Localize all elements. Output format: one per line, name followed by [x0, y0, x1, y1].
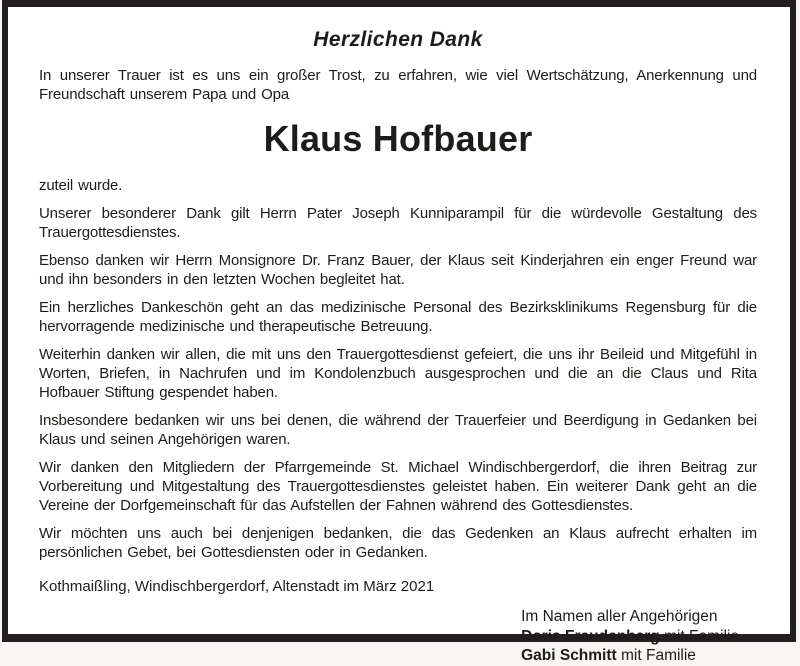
notice-heading: Herzlichen Dank	[313, 28, 483, 51]
thanks-paragraph: Insbesondere bedanken wir uns bei denen, die während der Trauerfeier und Beerdigung in Gedanken bei Klaus und seinen Angehörigen waren.	[39, 412, 757, 448]
signer-suffix: mit Familie	[616, 647, 696, 664]
signer-line	[521, 646, 739, 666]
obituary-notice	[2, 0, 796, 664]
thanks-paragraph: Unserer besonderer Dank gilt Herrn Pater Joseph Kunniparampil für die würdevolle Gestaltung des Trauergottesdienstes.	[39, 205, 757, 241]
signer-line	[521, 627, 739, 647]
thanks-paragraph: Ein herzliches Dankeschön geht an das medizinische Personal des Bezirksklinikums Regensburg für die hervorragende medizinische und therapeutische Betreuung.	[39, 299, 757, 335]
signer-name: Doris Freudenberg	[521, 627, 660, 645]
thanks-paragraph: Wir danken den Mitgliedern der Pfarrgemeinde St. Michael Windischbergerdorf, die ihren Beitrag zur Vorbereitung und Mitgestaltung des Trauergottesdienstes geleistet haben. Ein weiterer Dank geht an die Vereine der Dorfgemeinschaft für das Aufstellen der Fahnen während des Gottesdienstes.	[39, 459, 757, 514]
signer-suffix: mit Familie	[659, 627, 739, 645]
signer-name: Gabi Schmitt	[521, 647, 617, 664]
signature-block	[521, 607, 739, 666]
signature-intro: Im Namen aller Angehörigen	[521, 608, 718, 625]
intro-continuation: zuteil wurde.	[39, 177, 123, 194]
thanks-paragraph: Wir möchten uns auch bei denjenigen bedanken, die das Gedenken an Klaus aufrecht erhalten im persönlichen Gebet, bei Gottesdiensten oder in Gedanken.	[39, 525, 757, 561]
thanks-paragraph: Weiterhin danken wir allen, die mit uns den Trauergottesdienst gefeiert, die uns ihr Beileid und Mitgefühl in Worten, Briefen, in Nachrufen und im Kondolenzbuch ausgesprochen und die an die Claus und Rita Hofbauer Stiftung gespendet haben.	[39, 346, 757, 401]
intro-paragraph: In unserer Trauer ist es uns ein großer Trost, zu erfahren, wie viel Wertschätzung, Anerkennung und Freundschaft unserem Papa und Opa	[39, 67, 757, 103]
place-date-line: Kothmaißling, Windischbergerdorf, Altenstadt im März 2021	[39, 578, 435, 595]
deceased-name: Klaus Hofbauer	[263, 118, 533, 159]
thanks-paragraph: Ebenso danken wir Herrn Monsignore Dr. Franz Bauer, der Klaus seit Kinderjahren ein enger Freund war und ihn besonders in den letzten Wochen begleitet hat.	[39, 252, 757, 288]
